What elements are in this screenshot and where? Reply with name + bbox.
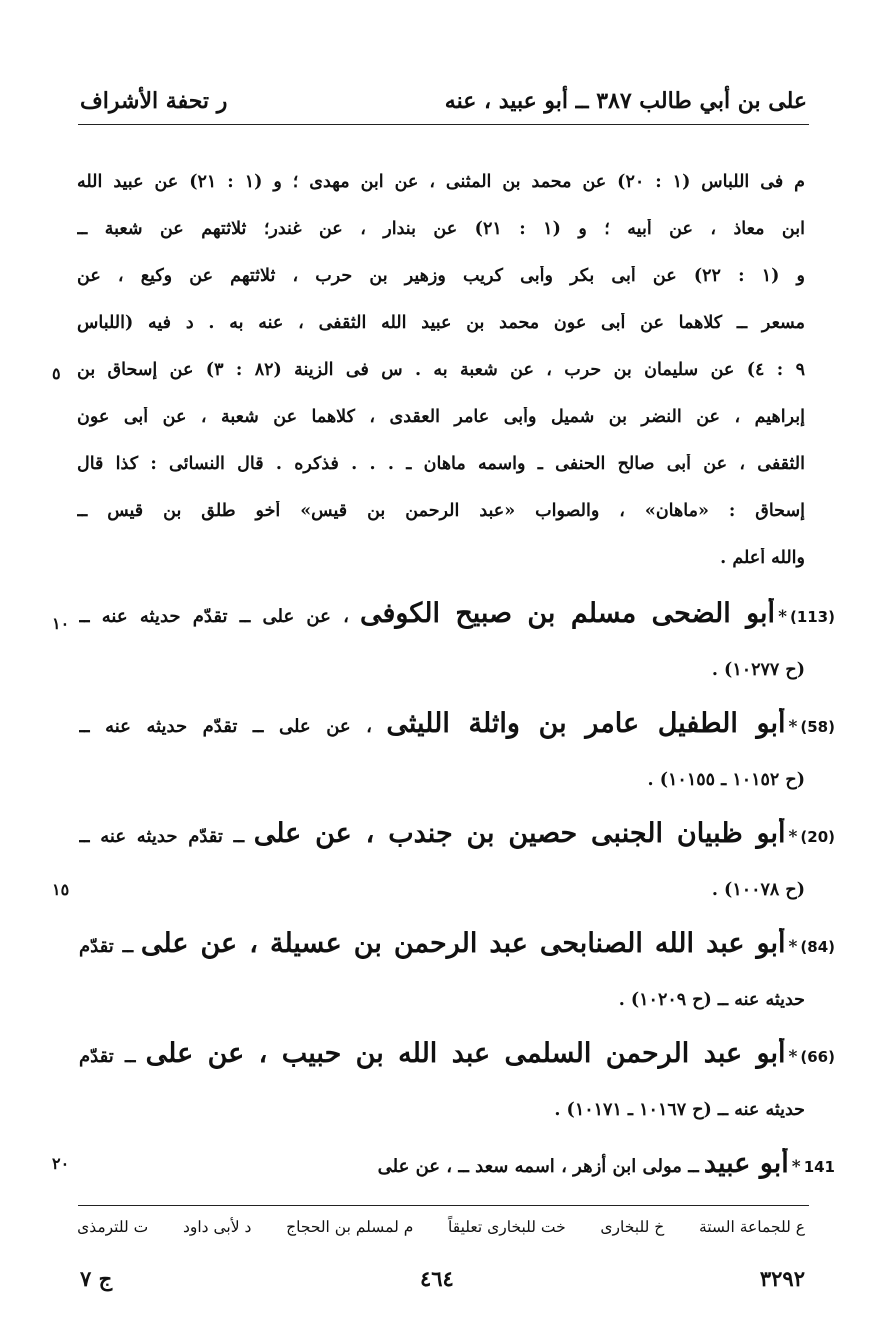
entry-name: أبو عبيد <box>703 1148 789 1179</box>
entry-reference: (ح ١٠١٥٢ ـ ١٠١٥٥) . <box>647 770 805 790</box>
entry-text: ــ مولى ابن أزهر ، اسمه سعد ــ ، عن على <box>377 1156 699 1177</box>
entry-reference: حديثه عنه ــ (ح ١٠٢٠٩) . <box>618 990 805 1010</box>
entry-reference: (ح ١٠٠٧٨) . <box>711 880 805 900</box>
entry-name: أبو الضحى مسلم بن صبيح الكوفى <box>359 598 776 629</box>
entry-number: (20) <box>800 828 835 846</box>
entry-number: (66) <box>800 1048 835 1066</box>
footer-page-number: ٤٦٤ <box>420 1266 454 1291</box>
footer-reference-number: ٣٢٩٢ <box>759 1266 805 1291</box>
entry-abu-abdillah-alsunabihi <box>79 928 835 959</box>
entry-number: 141 <box>803 1158 835 1176</box>
line-number-margin: ٥ <box>52 364 61 383</box>
entry-star: * <box>788 827 798 847</box>
paragraph-line: إسحاق : «ماهان» ، والصواب «عبد الرحمن بن قيس» أخو طلق بن قيس ــ <box>77 501 805 521</box>
footer-volume: ج ٧ <box>80 1266 113 1291</box>
footnote-item: م لمسلم بن الحجاج <box>286 1218 414 1236</box>
entry-number: (58) <box>800 718 835 736</box>
footnote-item: خ للبخارى <box>600 1218 665 1236</box>
entry-star: * <box>778 607 787 627</box>
paragraph-line: والله أعلم . <box>720 548 805 568</box>
entry-abu-abdirrahman-alsulami <box>79 1038 835 1069</box>
line-number-margin: ١٥ <box>52 880 70 899</box>
paragraph-line: إبراهيم ، عن النضر بن شميل وأبى عامر العقدى ، كلاهما عن شعبة ، عن أبى عون <box>77 407 805 427</box>
entry-name: أبو عبد الله الصنابحى عبد الرحمن بن عسيلة ، عن على <box>140 928 786 959</box>
entry-abu-altufayl <box>79 708 835 739</box>
entry-text: ــ تقدّم <box>79 936 134 957</box>
entry-name: أبو الطفيل عامر بن واثلة الليثى <box>386 708 786 739</box>
paragraph-line: ابن معاذ ، عن أبيه ؛ و (١ : ٢١) عن بندار ، عن غندر؛ ثلاثتهم عن شعبة ــ <box>77 219 805 239</box>
line-number-margin: ٢٠ <box>52 1154 70 1173</box>
entry-text: ــ تقدّم <box>79 1046 136 1067</box>
paragraph-line: مسعر ــ كلاهما عن أبى عون محمد بن عبيد الله الثقفى ، عنه به . د فيه (اللباس <box>77 313 805 333</box>
running-header-title: على بن أبي طالب ٣٨٧ ــ أبو عبيد ، عنه <box>444 88 807 114</box>
entry-abu-zabyan <box>79 818 835 849</box>
entry-star: * <box>791 1157 801 1177</box>
entry-star: * <box>788 717 798 737</box>
paragraph-line: ٩ : ٤) عن سليمان بن حرب ، عن شعبة به . س فى الزينة (٨٢ : ٣) عن إسحاق بن <box>77 360 805 380</box>
footnote-item: خت للبخارى تعليقاً <box>448 1218 566 1236</box>
entry-reference: (ح ١٠٢٧٧) . <box>711 660 805 680</box>
line-number-margin: ١٠ <box>52 614 70 633</box>
paragraph-line: و (١ : ٢٢) عن أبى بكر وأبى كريب وزهير بن حرب ، ثلاثتهم عن وكيع ، عن <box>77 266 805 286</box>
entry-reference: حديثه عنه ــ (ح ١٠١٦٧ ـ ١٠١٧١) . <box>554 1100 805 1120</box>
entry-star: * <box>788 1047 798 1067</box>
paragraph-line: الثقفى ، عن أبى صالح الحنفى ـ واسمه ماهان ـ . . . فذكره . قال النسائى : كذا قال <box>77 454 805 474</box>
entry-number: (113) <box>789 608 835 626</box>
header-rule <box>78 124 809 125</box>
entry-text: ، عن على ــ تقدّم حديثه عنه ــ <box>79 606 349 627</box>
entry-abu-ubayd <box>79 1148 835 1179</box>
footnote-item: د لأبى داود <box>182 1218 252 1236</box>
running-header-book: ر تحفة الأشراف <box>80 88 228 114</box>
entry-text: ، عن على ــ تقدّم حديثه عنه ــ <box>79 716 372 737</box>
footnote-item: ع للجماعة الستة <box>698 1218 805 1236</box>
paragraph-line: م فى اللباس (١ : ٢٠) عن محمد بن المثنى ، عن ابن مهدى ؛ و (١ : ٢١) عن عبيد الله <box>77 172 805 192</box>
entry-text: ــ تقدّم حديثه عنه ــ <box>79 826 245 847</box>
entry-number: (84) <box>800 938 835 956</box>
entry-name: أبو عبد الرحمن السلمى عبد الله بن حبيب ، عن على <box>145 1038 786 1069</box>
entry-name: أبو ظبيان الجنبى حصين بن جندب ، عن على <box>253 818 786 849</box>
footnote-item: ت للترمذى <box>77 1218 149 1236</box>
entry-star: * <box>788 937 798 957</box>
footnote-abbreviations <box>77 1218 805 1236</box>
entry-abu-aldhuha <box>79 598 835 629</box>
footnote-rule <box>78 1205 809 1206</box>
